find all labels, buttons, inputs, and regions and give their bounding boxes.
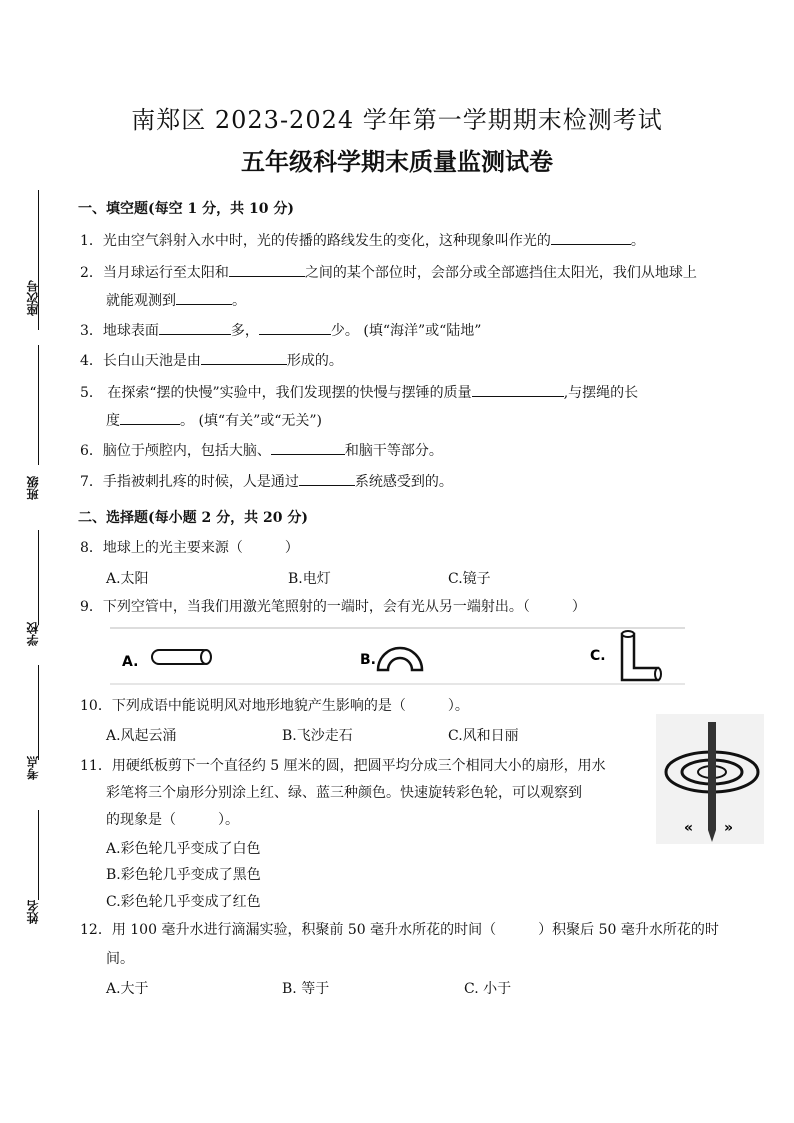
option-c-label: C. — [590, 648, 606, 664]
question-12-line2: 间。 — [106, 951, 134, 967]
binding-line — [38, 345, 39, 465]
question-number: 8． — [80, 540, 103, 556]
question-number: 3． — [80, 323, 103, 339]
option-b[interactable]: B.电灯 — [288, 571, 331, 587]
question-text: 地球表面 — [102, 323, 159, 339]
question-text: 光由空气斜射入水中时，光的传播的路线发生的变化，这种现象叫作光的 — [102, 233, 551, 249]
question-number: 2． — [80, 265, 103, 281]
answer-blank[interactable] — [299, 471, 355, 486]
question-text: 地球上的光主要来源（ ） — [102, 540, 299, 556]
question-text: 多， — [230, 323, 259, 339]
option-a-label: A. — [122, 654, 139, 670]
answer-blank[interactable] — [120, 410, 180, 425]
option-c-bent-pipe[interactable] — [590, 631, 661, 680]
exam-subtitle: 五年级科学期末质量监测试卷 — [241, 148, 553, 176]
question-6 — [80, 440, 443, 461]
question-text: 少。 (填“海洋”或“陆地” — [330, 323, 482, 339]
question-text: 长白山天池是由 — [102, 353, 201, 369]
question-number: 10． — [80, 698, 112, 714]
exam-title: 南郑区 2023-2024 学年第一学期期末检测考试 — [131, 106, 663, 134]
option-c[interactable]: C.风和日丽 — [448, 728, 519, 744]
question-text: 用 100 毫升水进行滴漏实验，积聚前 50 毫升水所花的时间（ ）积聚后 50 毫升水所花的时 — [111, 922, 719, 938]
option-b-curved-pipe[interactable] — [360, 648, 422, 670]
question-2 — [80, 262, 697, 283]
binding-line — [38, 530, 39, 625]
answer-blank[interactable] — [176, 290, 232, 305]
question-11 — [80, 756, 606, 776]
question-number: 12． — [80, 922, 112, 938]
pipe-options-figure — [110, 626, 690, 688]
option-c[interactable]: C. 小于 — [464, 981, 512, 997]
option-b[interactable]: B. 等于 — [282, 981, 330, 997]
name-label: 姓名 — [26, 900, 40, 924]
question-11-line3: 的现象是（ ）。 — [106, 812, 239, 828]
answer-blank[interactable] — [551, 230, 631, 245]
answer-blank[interactable] — [159, 320, 231, 335]
question-number: 9． — [80, 599, 103, 615]
option-a-straight-pipe[interactable] — [122, 650, 211, 670]
answer-blank[interactable] — [472, 382, 564, 397]
question-8 — [80, 538, 299, 558]
question-text: 形成的。 — [286, 353, 343, 369]
question-text: 度 — [106, 413, 120, 429]
question-text: 系统感受到的。 — [354, 474, 453, 490]
svg-text:»: » — [724, 820, 734, 836]
option-c[interactable]: C.彩色轮几乎变成了红色 — [106, 894, 261, 910]
question-number: 11． — [80, 758, 112, 774]
svg-text:«: « — [684, 820, 694, 836]
option-b[interactable]: B.彩色轮几乎变成了黑色 — [106, 867, 261, 883]
binding-line — [38, 665, 39, 760]
question-text: ,与摆绳的长 — [563, 385, 639, 401]
question-text: 手指被刺扎疼的时候，人是通过 — [102, 474, 299, 490]
option-a[interactable]: A.大于 — [106, 981, 149, 997]
question-5-cont — [106, 410, 322, 431]
question-text: 在探索“摆的快慢”实验中，我们发现摆的快慢与摆锤的质量 — [102, 385, 472, 401]
answer-blank[interactable] — [271, 440, 345, 455]
question-5 — [80, 382, 638, 403]
question-number: 5． — [80, 385, 103, 401]
answer-blank[interactable] — [259, 320, 331, 335]
exam-site-label: 考点 — [26, 756, 40, 780]
section2-heading: 二、选择题(每小题 2 分，共 20 分) — [78, 510, 308, 526]
option-c[interactable]: C.镜子 — [448, 571, 491, 587]
option-b[interactable]: B.飞沙走石 — [282, 728, 353, 744]
option-a[interactable]: A.彩色轮几乎变成了白色 — [106, 841, 261, 857]
binding-line — [38, 810, 39, 900]
option-a[interactable]: A.太阳 — [106, 571, 149, 587]
question-1 — [80, 230, 645, 251]
question-text: 当月球运行至太阳和 — [102, 265, 229, 281]
question-text: 和脑干等部分。 — [344, 443, 443, 459]
question-text: 。 (填“有关”或“无关”) — [180, 413, 323, 429]
spinning-color-wheel-figure — [656, 714, 764, 844]
question-text: 。 — [232, 293, 246, 309]
question-text: 之间的某个部位时，会部分或全部遮挡住太阳光，我们从地球上 — [304, 265, 697, 281]
question-number: 4． — [80, 353, 103, 369]
question-12 — [80, 920, 719, 940]
question-7 — [80, 471, 453, 492]
section1-heading: 一、填空题(每空 1 分，共 10 分) — [78, 201, 294, 217]
question-number: 7． — [80, 474, 103, 490]
class-label: 班级 — [26, 476, 40, 500]
option-a[interactable]: A.风起云涌 — [106, 728, 177, 744]
question-text: 下列空管中，当我们用激光笔照射的一端时，会有光从另一端射出。（ ） — [102, 599, 586, 615]
option-b-label: B. — [360, 652, 376, 668]
answer-blank[interactable] — [229, 262, 305, 277]
question-number: 1． — [80, 233, 103, 249]
seat-number-label: 座次号 — [26, 280, 40, 316]
question-4 — [80, 350, 343, 371]
school-label: 学校 — [26, 622, 40, 646]
question-9 — [80, 597, 586, 617]
question-10 — [80, 696, 469, 716]
question-11-line2: 彩笔将三个扇形分别涂上红、绿、蓝三种颜色。快速旋转彩色轮，可以观察到 — [106, 785, 582, 801]
question-text: 。 — [630, 233, 645, 249]
question-text: 就能观测到 — [106, 293, 176, 309]
question-3 — [80, 320, 481, 341]
question-number: 6． — [80, 443, 103, 459]
question-2-cont — [106, 290, 246, 311]
question-text: 用硬纸板剪下一个直径约 5 厘米的圆，把圆平均分成三个相同大小的扇形，用水 — [111, 758, 606, 774]
question-text: 下列成语中能说明风对地形地貌产生影响的是（ ）。 — [111, 698, 469, 714]
answer-blank[interactable] — [201, 350, 287, 365]
question-text: 脑位于颅腔内，包括大脑、 — [102, 443, 271, 459]
